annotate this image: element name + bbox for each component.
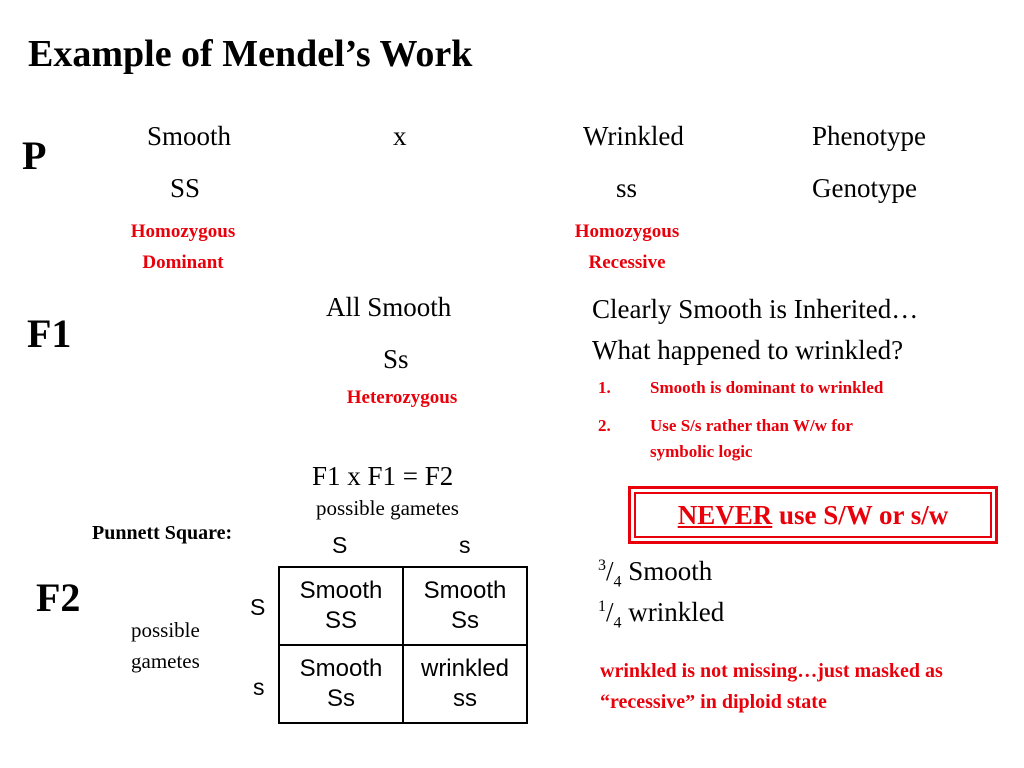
inference-line-2: What happened to wrinkled? [592,335,904,365]
slide-title: Example of Mendel’s Work [28,33,473,75]
never-warning-box [628,486,998,544]
cross-symbol: x [393,121,407,151]
inference-list [598,375,978,465]
punnett-square [278,566,528,724]
generation-f1-label: F1 [27,311,72,356]
inference-line-1: Clearly Smooth is Inherited… [592,294,919,324]
homozygous-recessive-label: Homozygous Recessive [574,221,680,273]
table-row [279,567,527,645]
table-row [279,645,527,723]
punnett-cell: Smooth Ss [279,645,403,723]
homozygous-dominant-label: Homozygous Dominant [130,221,236,273]
possible-gametes-top-label: possible gametes [316,496,459,520]
p-smooth-phenotype: Smooth [147,121,232,151]
wrinkled-ratio: $^1/_4$ wrinkled [598,597,725,632]
never-word: NEVER [677,499,773,530]
column-gamete: S [332,532,348,558]
row-gamete: s [253,674,265,700]
punnett-cell: Smooth SS [279,567,403,645]
p-smooth-genotype: SS [170,173,201,203]
conclusion-text: wrinkled is not missing…just masked as “recessive” in diploid state [600,660,943,713]
column-gamete: s [459,532,471,558]
f2-equation: F1 x F1 = F2 [312,461,454,491]
list-item: 1. Smooth is dominant to wrinkled [598,378,884,397]
phenotype-label: Phenotype [812,121,926,151]
generation-f2-label: F2 [36,575,81,620]
f1-phenotype: All Smooth [326,292,452,322]
p-wrinkled-genotype: ss [616,173,638,203]
genotype-label: Genotype [812,173,917,203]
punnett-cell: Smooth Ss [403,567,527,645]
p-wrinkled-phenotype: Wrinkled [583,121,684,151]
list-item: 2. Use S/s rather than W/w for symbolic logic [598,416,853,461]
generation-p-label: P [22,133,47,178]
f1-genotype: Ss [383,344,409,374]
never-rest: use S/W or s/w [772,499,949,530]
possible-gametes-side-label: possible gametes [131,618,200,673]
smooth-ratio: $^3/_4$ Smooth [598,556,713,591]
punnett-square-label: Punnett Square: [92,522,233,544]
row-gamete: S [250,594,266,620]
punnett-cell: wrinkled ss [403,645,527,723]
heterozygous-label: Heterozygous [346,387,458,408]
